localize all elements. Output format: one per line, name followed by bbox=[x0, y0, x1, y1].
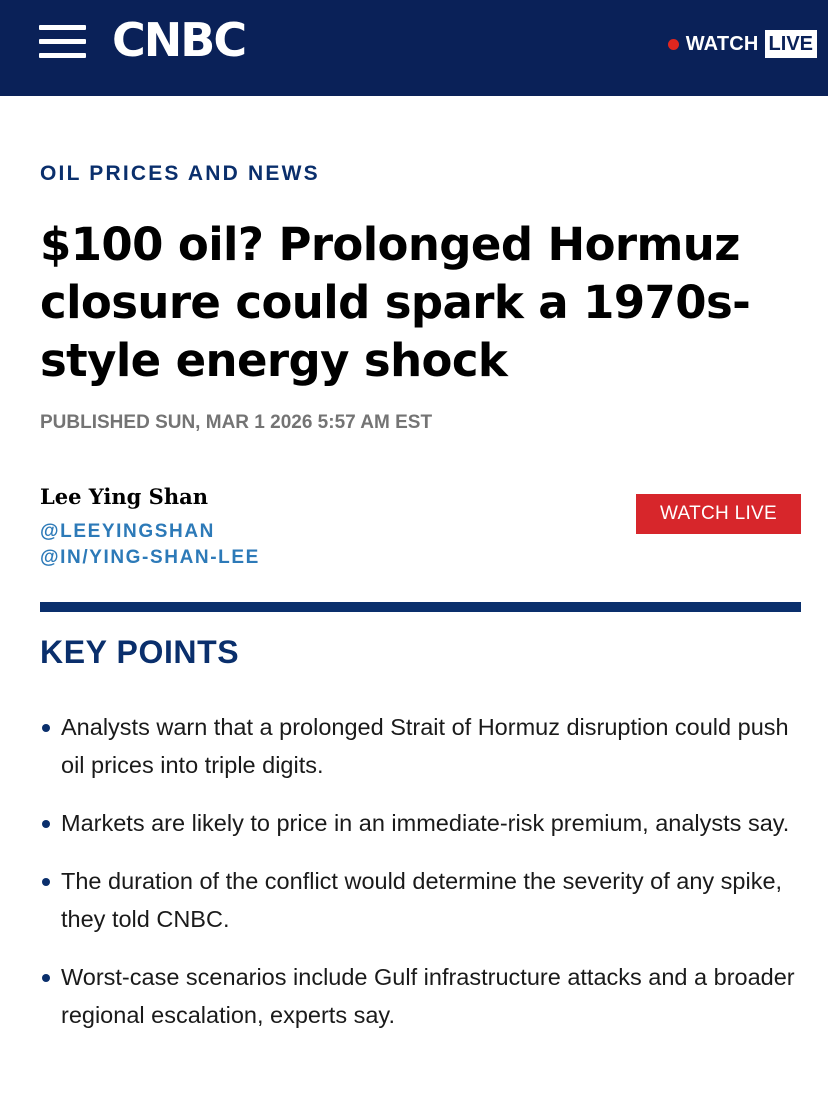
key-point-text: Worst-case scenarios include Gulf infrastructure attacks and a broader regional escalation, experts say. bbox=[61, 964, 795, 1028]
key-point-item bbox=[40, 804, 810, 842]
live-badge: LIVE bbox=[765, 30, 817, 58]
key-point-text: Analysts warn that a prolonged Strait of Hormuz disruption could push oil prices into triple digits. bbox=[61, 714, 789, 778]
section-kicker[interactable]: OIL PRICES AND NEWS bbox=[40, 162, 320, 185]
menu-icon-line bbox=[39, 53, 86, 58]
bullet-icon bbox=[42, 974, 50, 982]
author-linkedin-link[interactable]: @IN/YING-SHAN-LEE bbox=[40, 547, 260, 568]
bullet-icon bbox=[42, 878, 50, 886]
watch-label: WATCH bbox=[685, 32, 759, 55]
key-point-item bbox=[40, 958, 810, 1034]
key-point-item bbox=[40, 862, 810, 938]
key-point-item bbox=[40, 708, 810, 784]
divider-bar bbox=[40, 602, 801, 612]
menu-icon-line bbox=[39, 39, 86, 44]
bullet-icon bbox=[42, 724, 50, 732]
live-dot-icon bbox=[668, 39, 679, 50]
menu-icon[interactable] bbox=[39, 25, 86, 58]
key-point-text: Markets are likely to price in an immediate-risk premium, analysts say. bbox=[61, 810, 790, 836]
cnbc-logo[interactable] bbox=[112, 12, 262, 70]
bullet-icon bbox=[42, 820, 50, 828]
key-points-list bbox=[40, 708, 810, 1054]
article-headline: $100 oil? Prolonged Hormuz closure could spark a 1970s-style energy shock bbox=[40, 218, 751, 387]
author-name[interactable]: Lee Ying Shan bbox=[40, 484, 208, 509]
cnbc-logo-text: CNBC bbox=[112, 13, 246, 67]
top-nav-bar bbox=[0, 0, 828, 96]
menu-icon-line bbox=[39, 25, 86, 30]
key-points-title: KEY POINTS bbox=[40, 634, 240, 670]
watch-live-button[interactable]: WATCH LIVE bbox=[636, 494, 801, 534]
key-point-text: The duration of the conflict would determine the severity of any spike, they told CNBC. bbox=[61, 868, 783, 932]
watch-live-link[interactable] bbox=[668, 29, 817, 59]
author-twitter-link[interactable]: @LEEYINGSHAN bbox=[40, 521, 215, 542]
published-timestamp: PUBLISHED SUN, MAR 1 2026 5:57 AM EST bbox=[40, 412, 433, 433]
